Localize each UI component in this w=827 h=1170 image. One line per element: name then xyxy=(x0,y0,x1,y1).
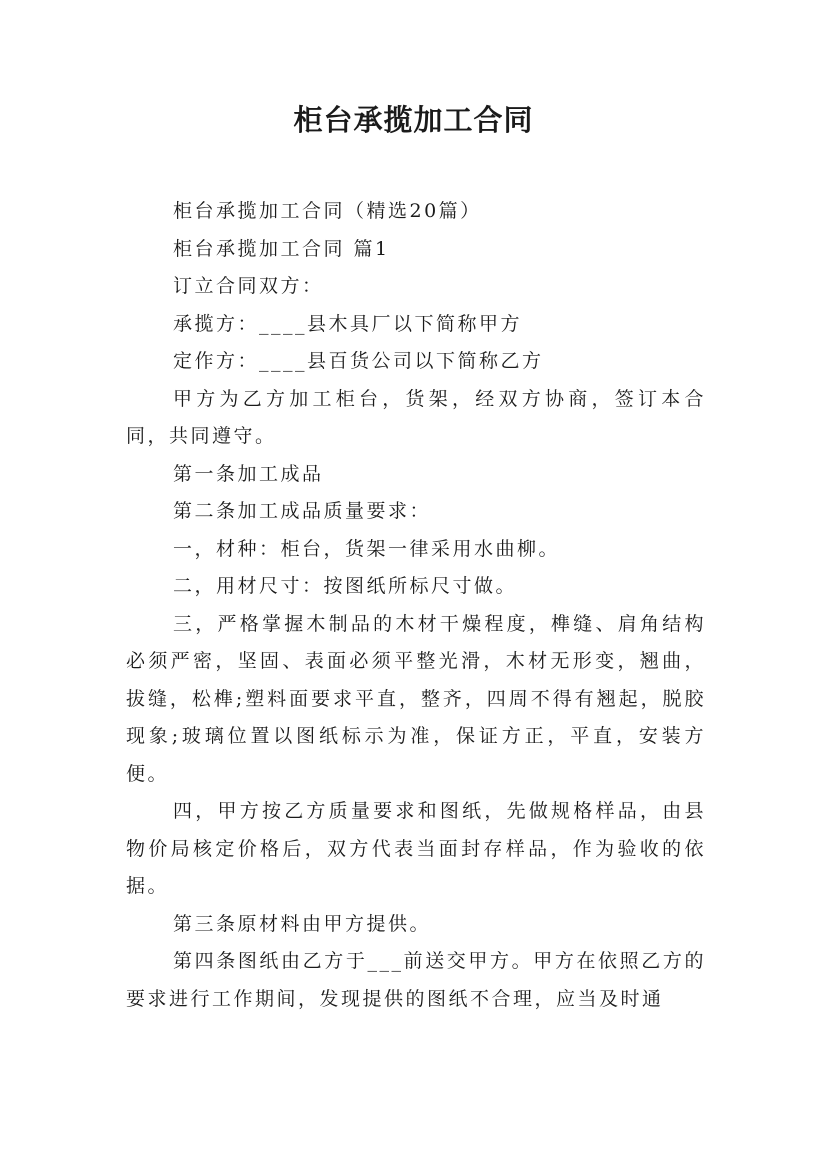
paragraph-article-1: 第一条加工成品 xyxy=(173,462,324,485)
paragraph-parties-heading: 订立合同双方： xyxy=(173,275,324,297)
paragraph-article-3: 第三条原材料由甲方提供。 xyxy=(173,912,432,935)
paragraph-article-2: 第二条加工成品质量要求： xyxy=(173,500,432,522)
paragraph-item-1: 一，材种：柜台，货架一律采用水曲柳。 xyxy=(173,537,561,560)
paragraph-section-heading: 柜台承揽加工合同 篇1 xyxy=(173,237,390,260)
paragraph-article-4: 第四条图纸由乙方于___前送交甲方。甲方在依照乙方的要求进行工作期间，发现提供的图纸不合理，应当及时通 xyxy=(126,950,706,1010)
paragraph-agreement-intro: 甲方为乙方加工柜台，货架，经双方协商，签订本合同，共同遵守。 xyxy=(126,387,706,447)
paragraph-subtitle: 柜台承揽加工合同（精选20篇） xyxy=(173,200,482,222)
document-title: 柜台承揽加工合同 xyxy=(293,103,534,137)
paragraph-customer: 定作方：____县百货公司以下简称乙方 xyxy=(173,350,544,372)
paragraph-item-4: 四，甲方按乙方质量要求和图纸，先做规格样品，由县物价局核定价格后，双方代表当面封存样品，作为验收的依据。 xyxy=(126,800,706,897)
paragraph-contractor: 承揽方：____县木具厂以下简称甲方 xyxy=(173,312,523,335)
document-body xyxy=(126,193,706,1018)
paragraph-item-3: 三，严格掌握木制品的木材干燥程度，榫缝、肩角结构必须严密，坚固、表面必须平整光滑，木材无形变，翘曲，拔缝，松榫;塑料面要求平直，整齐，四周不得有翘起，脱胶现象;玻璃位置以图纸标示为准，保证方正，平直，安装方便。 xyxy=(126,612,706,785)
paragraph-item-2: 二，用材尺寸：按图纸所标尺寸做。 xyxy=(173,575,518,597)
